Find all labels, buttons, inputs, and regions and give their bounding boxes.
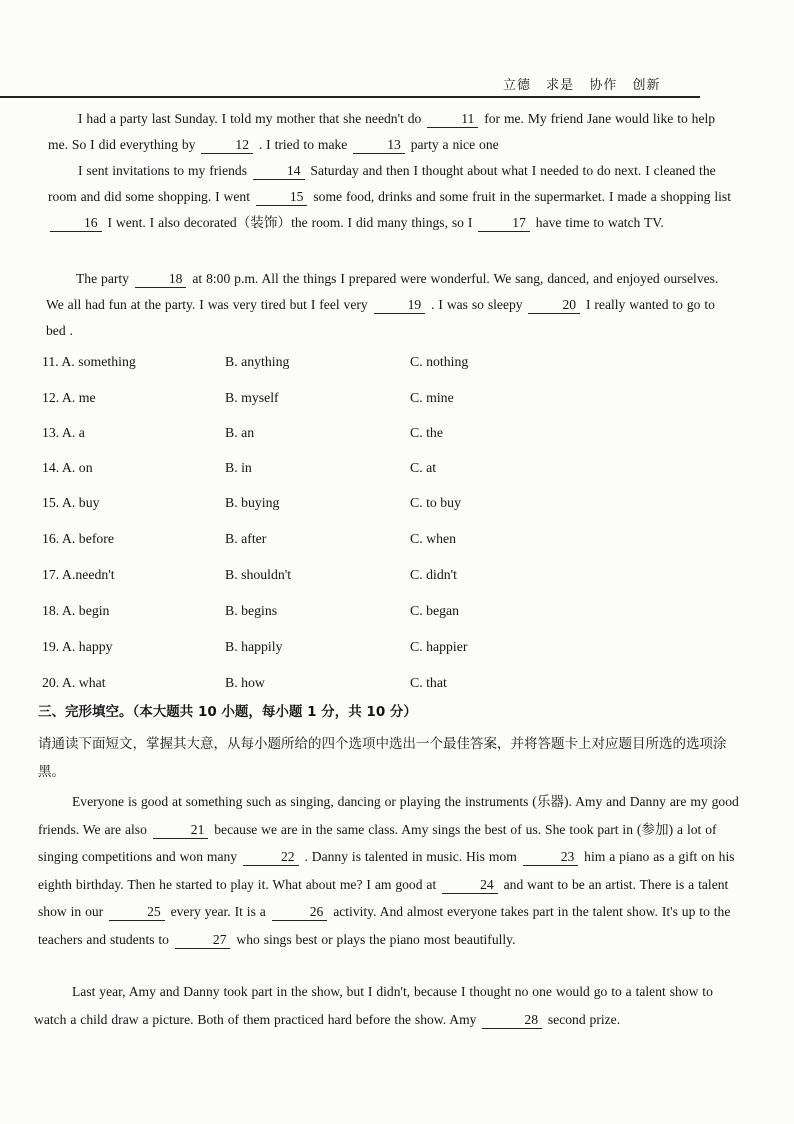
option-c: C. mine [410,390,454,405]
option-c: C. nothing [410,354,469,369]
blank-25: 25 [109,904,165,921]
blank-24: 24 [442,877,498,894]
option-b: B. after [225,531,267,546]
option-b: B. shouldn't [225,567,292,582]
option-c: C. happier [410,639,468,654]
blank-26: 26 [272,904,328,921]
passage-text: activity. And almost everyone takes part in the talent show. It's up to the teachers and students to [38,904,731,947]
option-row [42,495,602,515]
blank-18: 18 [135,271,187,288]
option-b: B. how [225,675,265,690]
option-b: B. an [225,425,255,440]
passage-text: Saturday and then I thought about what I needed to do next. I cleaned the room and did some shopping. I went [48,163,716,204]
option-a: 20. A. what [42,675,106,690]
option-c: C. at [410,460,437,475]
option-a: 13. A. a [42,425,85,440]
passage-text: because we are in the same class. Amy sings the best of us. She took part in (参加) a lot of singing competitions and won many [38,821,717,865]
passage-text: . I was so sleepy [427,297,527,312]
passage-text: second prize. [543,1011,621,1027]
option-a: 14. A. on [42,460,93,475]
passage-text: I really wanted to go to bed . [46,297,715,338]
option-c: C. didn't [410,567,457,582]
option-b: B. happily [225,639,283,654]
option-b: B. myself [225,390,279,405]
passage-text: The party [76,271,133,286]
option-row [42,603,602,623]
blank-27: 27 [175,932,231,949]
motto-word: 求是 [546,78,575,93]
passage-text: I sent invitations to my friends [78,163,251,178]
motto-word: 创新 [632,78,661,93]
option-row [42,531,602,551]
blank-17: 17 [478,215,530,232]
option-b: B. anything [225,354,290,369]
blank-21: 21 [153,822,209,839]
passage-text: Everyone is good at something such as singing, dancing or playing the instruments (乐器). Amy and Danny are my good friends. We are also [38,794,739,837]
header-motto [503,74,670,93]
passage-text: party a nice one [406,137,499,152]
passage1-paragraph-3 [46,266,736,344]
option-row [42,354,602,374]
option-row [42,390,602,410]
option-a: 19. A. happy [42,639,113,654]
passage-text: for me. My friend Jane would like to help me. So I did everything by [48,111,716,152]
passage-text: at 8:00 p.m. All the things I prepared were wonderful. We sang, danced, and enjoyed ourselves. We all had fun at the party. I was very tired but I feel very [46,271,719,312]
option-row [42,639,602,659]
option-a: 18. A. begin [42,603,110,618]
header-divider [0,96,700,98]
option-a: 16. A. before [42,531,115,546]
passage-text: Last year, Amy and Danny took part in the show, but I didn't, because I thought no one would go to a talent show to watch a child draw a picture. Both of them practiced hard before the show. Amy [34,984,713,1027]
option-c: C. the [410,425,443,440]
option-a: 15. A. buy [42,495,100,510]
option-c: C. that [410,675,447,690]
blank-22: 22 [243,849,299,866]
passage-text: and want to be an artist. There is a talent show in our [38,876,729,920]
blank-20: 20 [528,297,580,314]
option-c: C. when [410,531,456,546]
blank-14: 14 [253,163,305,180]
section-title: 三、完形填空。（本大题共 10 小题，每小题 1 分，共 10 分） [38,704,417,720]
blank-13: 13 [353,137,405,154]
passage-text: have time to watch TV. [531,215,664,230]
passage-text: I had a party last Sunday. I told my mother that she needn't do [78,111,426,126]
blank-28: 28 [482,1012,542,1029]
passage-text: . I tried to make [254,137,352,152]
option-b: B. begins [225,603,278,618]
passage-text: . Danny is talented in music. His mom [300,849,521,865]
passage1-paragraph-2 [48,158,738,236]
option-row [42,460,602,480]
option-row [42,567,602,587]
option-a: 12. A. me [42,390,96,405]
passage2-paragraph-1 [38,788,740,954]
motto-word: 立德 [503,78,532,93]
blank-19: 19 [374,297,426,314]
passage2-paragraph-2 [34,978,740,1033]
passage-text: him a piano as a gift on his eighth birthday. Then he started to play it. What about me? I am good at [38,849,735,892]
blank-11: 11 [427,111,478,128]
passage-text: some food, drinks and some fruit in the supermarket. I made a shopping list [309,189,731,204]
option-row [42,675,602,695]
passage-text: who sings best or plays the piano most beautifully. [232,931,516,947]
blank-16: 16 [50,215,102,232]
option-b: B. in [225,460,252,475]
passage-text: I went. I also decorated（装饰）the room. I did many things, so I [103,215,477,230]
blank-15: 15 [256,189,308,206]
blank-12: 12 [201,137,253,154]
passage-text: every year. It is a [166,904,270,920]
option-row [42,425,602,445]
option-a: 11. A. something [42,354,136,369]
motto-word: 协作 [589,78,618,93]
option-b: B. buying [225,495,280,510]
option-c: C. to buy [410,495,461,510]
blank-23: 23 [523,849,579,866]
option-c: C. began [410,603,460,618]
section-instruction: 请通读下面短文，掌握其大意，从每小题所给的四个选项中选出一个最佳答案，并将答题卡上对应题目所选的选项涂黑。 [38,736,727,780]
option-a: 17. A.needn't [42,567,115,582]
passage1-paragraph-1 [48,106,738,158]
